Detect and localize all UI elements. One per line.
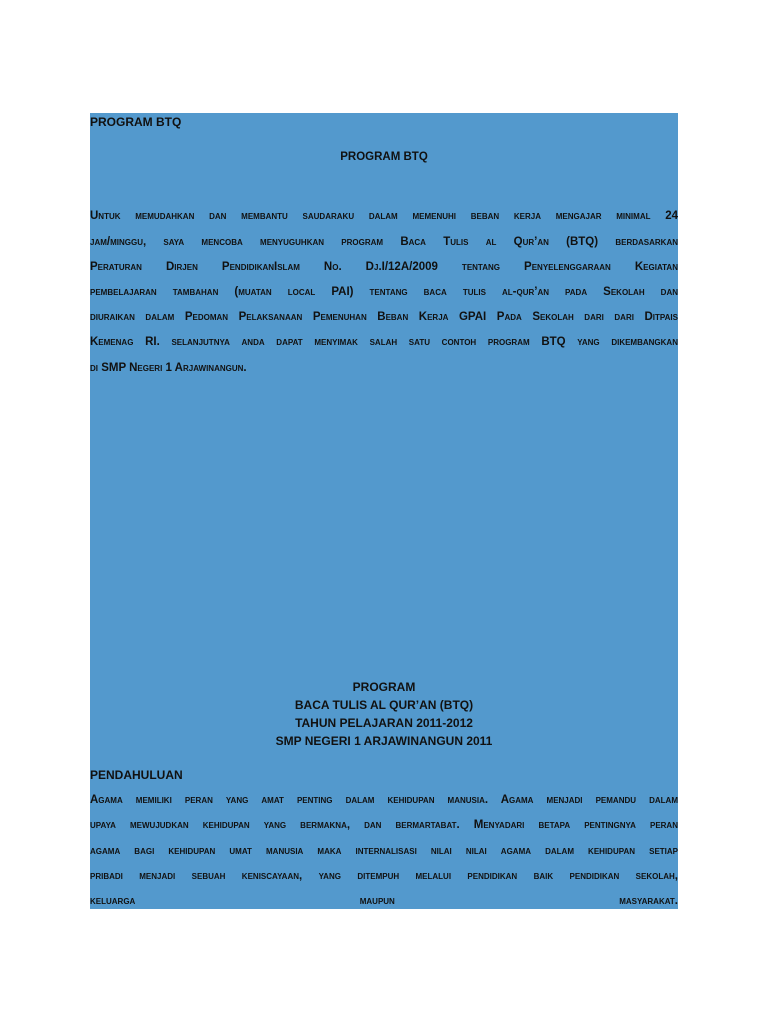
program-title-block: [90, 678, 678, 750]
intro-line: Peraturan Dirjen PendidikanIslam No. Dj.I/12A/2009 tentang Penyelenggaraan Kegiatan: [90, 261, 678, 273]
program-title-line: SMP NEGERI 1 ARJAWINANGUN 2011: [275, 734, 493, 748]
intro-line: jam/minggu, saya mencoba menyuguhkan program Baca Tulis al Qur’an (BTQ) berdasarkan: [90, 236, 678, 248]
program-title-line: TAHUN PELAJARAN 2011-2012: [295, 716, 473, 730]
section-line: Agama memiliki peran yang amat penting dalam kehidupan manusia. Agama menjadi pemandu dalam: [90, 794, 678, 806]
document-title: PROGRAM BTQ: [340, 151, 428, 163]
intro-line: Untuk memudahkan dan membantu saudaraku dalam memenuhi beban kerja mengajar minimal 24: [90, 210, 679, 222]
section-line: pribadi menjadi sebuah keniscayaan, yang ditempuh melalui pendidikan baik pendidikan sekolah,: [90, 870, 678, 882]
section-line: agama bagi kehidupan umat manusia maka internalisasi nilai nilai agama dalam kehidupan setiap: [90, 845, 678, 857]
section-line: upaya mewujudkan kehidupan yang bermakna, dan bermartabat. Menyadari betapa pentingnya peran: [90, 819, 678, 831]
section-heading: PENDAHULUAN: [90, 768, 183, 782]
program-title-line: PROGRAM: [352, 680, 416, 694]
program-title-line: BACA TULIS AL QUR’AN (BTQ): [294, 698, 474, 712]
intro-line: di SMP Negeri 1 Arjawinangun.: [90, 362, 247, 374]
intro-line: diuraikan dalam Pedoman Pelaksanaan Pemenuhan Beban Kerja GPAI Pada Sekolah dari dari Ditpais: [90, 311, 678, 323]
intro-line: Kemenag RI. selanjutnya anda dapat menyimak salah satu contoh program BTQ yang dikembangkan: [90, 336, 678, 348]
section-line: keluarga maupun masyarakat.: [90, 895, 678, 907]
intro-line: pembelajaran tambahan (muatan local PAI) tentang baca tulis al-qur’an pada Sekolah dan: [90, 286, 678, 298]
header-left: PROGRAM BTQ: [90, 115, 182, 129]
